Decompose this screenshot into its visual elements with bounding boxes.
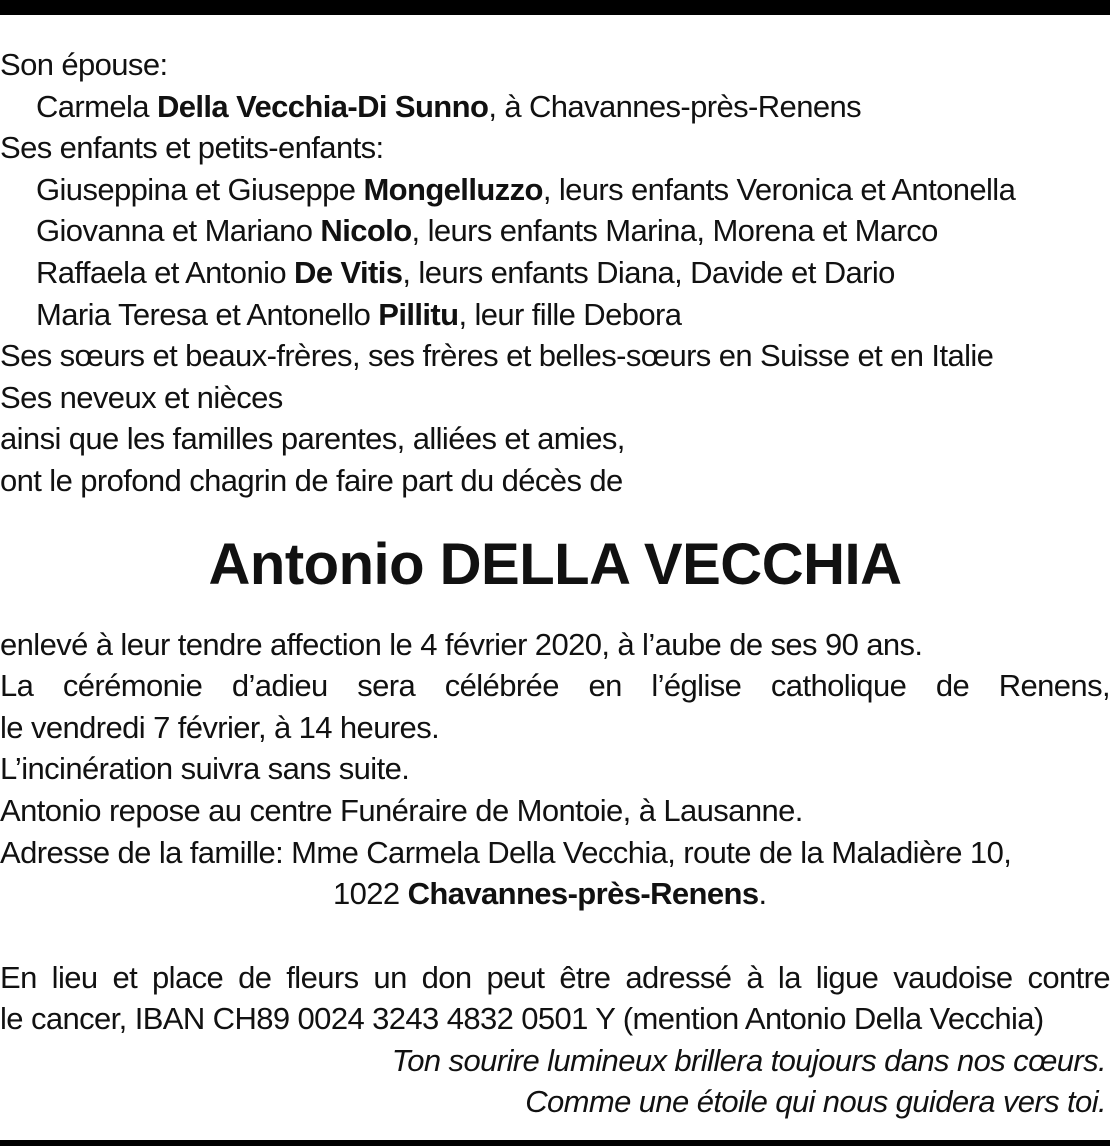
rests-line: Antonio repose au centre Funéraire de Montoie, à Lausanne. xyxy=(0,792,803,828)
spouse-prefix: Carmela xyxy=(36,88,157,124)
child-line xyxy=(0,252,1110,294)
address-line: Adresse de la famille: Mme Carmela Della Vecchia, route de la Maladière 10, xyxy=(0,834,1012,870)
siblings-line: Ses sœurs et beaux-frères, ses frères et belles-sœurs en Suisse et en Italie xyxy=(0,338,994,374)
donation-iban-line: le cancer, IBAN CH89 0024 3243 4832 0501 Y (mention Antonio Della Vecchia) xyxy=(0,1001,1044,1037)
address-zip: 1022 xyxy=(333,876,408,912)
spacer xyxy=(0,915,1110,957)
child-suffix: , leurs enfants Veronica et Antonella xyxy=(542,171,1016,207)
deceased-name: Antonio DELLA VECCHIA xyxy=(208,531,902,597)
families-line: ainsi que les familles parentes, alliées et amies, xyxy=(0,421,625,457)
ceremony-line: La cérémonie d’adieu sera célébrée en l’église catholique de Renens, xyxy=(0,668,1110,704)
child-prefix: Raffaela et Antonio xyxy=(36,254,295,290)
child-surname: Mongelluzzo xyxy=(363,171,543,207)
top-rule xyxy=(0,0,1110,15)
quote-line: Ton sourire lumineux brillera toujours dans nos cœurs. xyxy=(391,1042,1106,1078)
child-prefix: Maria Teresa et Antonello xyxy=(36,296,379,332)
quote-line: Comme une étoile qui nous guidera vers toi. xyxy=(525,1084,1106,1120)
obituary-notice xyxy=(0,44,1110,1123)
child-suffix: , leurs enfants Marina, Morena et Marco xyxy=(411,213,938,249)
spouse-suffix: , à Chavannes-près-Renens xyxy=(488,88,862,124)
ceremony-date-line: le vendredi 7 février, à 14 heures. xyxy=(0,709,440,745)
spouse-line xyxy=(0,86,1110,128)
address-end: . xyxy=(758,876,767,912)
child-line xyxy=(0,210,1110,252)
child-line xyxy=(0,294,1110,336)
bottom-rule xyxy=(0,1140,1110,1146)
address-city: Chavannes-près-Renens xyxy=(407,876,759,912)
child-suffix: , leur fille Debora xyxy=(458,296,682,332)
child-prefix: Giovanna et Mariano xyxy=(36,213,321,249)
child-surname: De Vitis xyxy=(294,254,403,290)
child-line xyxy=(0,169,1110,211)
spouse-surname: Della Vecchia-Di Sunno xyxy=(156,88,489,124)
child-surname: Pillitu xyxy=(378,296,459,332)
child-surname: Nicolo xyxy=(320,213,412,249)
spouse-heading: Son épouse: xyxy=(0,47,168,82)
child-suffix: , leurs enfants Diana, Davide et Dario xyxy=(402,254,895,290)
address-city-line xyxy=(0,873,1110,915)
announcement-line: ont le profond chagrin de faire part du décès de xyxy=(0,462,623,498)
child-prefix: Giuseppina et Giuseppe xyxy=(36,171,364,207)
donation-line: En lieu et place de fleurs un don peut être adressé à la ligue vaudoise contre xyxy=(0,959,1110,995)
incineration-line: L’incinération suivra sans suite. xyxy=(0,751,410,787)
closing-quote xyxy=(0,1040,1110,1123)
death-line: enlevé à leur tendre affection le 4 février 2020, à l’aube de ses 90 ans. xyxy=(0,626,923,662)
nephews-line: Ses neveux et nièces xyxy=(0,379,283,415)
children-heading: Ses enfants et petits-enfants: xyxy=(0,130,384,166)
details-block xyxy=(0,624,1110,1124)
